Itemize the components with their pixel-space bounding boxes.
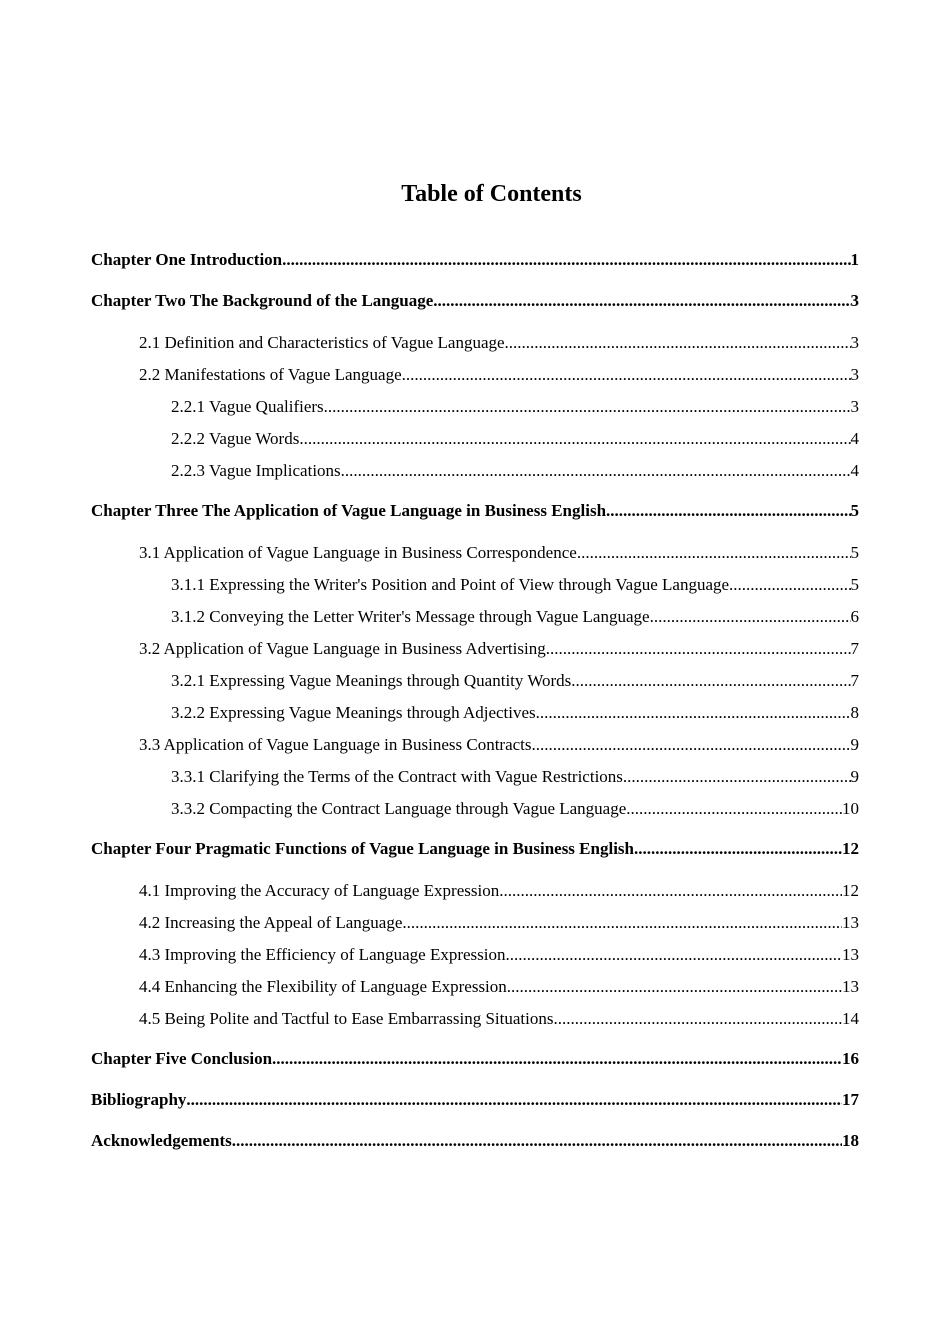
toc-entry-3-3-1[interactable] xyxy=(91,765,859,797)
leader-dots xyxy=(282,248,850,272)
toc-entry-label: 4.5 Being Polite and Tactful to Ease Embarrassing Situations xyxy=(139,1009,554,1028)
leader-dots xyxy=(299,427,850,451)
toc-entry-label: 3.2.2 Expressing Vague Meanings through Adjectives xyxy=(171,703,536,722)
toc-entry-bibliography[interactable] xyxy=(91,1088,859,1129)
toc-entry-chapter-four[interactable] xyxy=(91,837,859,879)
toc-entry-3-2-1[interactable] xyxy=(91,669,859,701)
leader-dots xyxy=(571,669,850,693)
toc-entry-label: 4.4 Enhancing the Flexibility of Language Expression xyxy=(139,977,507,996)
toc-entry-page: 5 xyxy=(850,501,859,520)
leader-dots xyxy=(532,733,851,757)
toc-entry-2-2[interactable] xyxy=(91,363,859,395)
toc-entry-label: 3.3 Application of Vague Language in Business Contracts xyxy=(139,735,532,754)
toc-entry-3-2-2[interactable] xyxy=(91,701,859,733)
toc-entry-page: 12 xyxy=(842,839,859,858)
toc-entry-2-2-3[interactable] xyxy=(91,459,859,499)
toc-entry-4-5[interactable] xyxy=(91,1007,859,1047)
toc-entry-3-1-1[interactable] xyxy=(91,573,859,605)
toc-entry-label: 2.2.1 Vague Qualifiers xyxy=(171,397,324,416)
leader-dots xyxy=(546,637,851,661)
toc-list xyxy=(91,248,859,1170)
toc-entry-label: 4.2 Increasing the Appeal of Language xyxy=(139,913,403,932)
toc-entry-label: 2.1 Definition and Characteristics of Vague Language xyxy=(139,333,505,352)
leader-dots xyxy=(623,765,851,789)
leader-dots xyxy=(506,943,843,967)
toc-entry-chapter-one[interactable] xyxy=(91,248,859,289)
toc-entry-label: Acknowledgements xyxy=(91,1131,232,1150)
toc-entry-label: 2.2.3 Vague Implications xyxy=(171,461,341,480)
toc-entry-chapter-two[interactable] xyxy=(91,289,859,331)
leader-dots xyxy=(553,1007,842,1031)
leader-dots xyxy=(634,837,842,861)
toc-entry-label: 4.3 Improving the Efficiency of Language Expression xyxy=(139,945,506,964)
toc-entry-page: 4 xyxy=(850,429,859,448)
toc-entry-page: 16 xyxy=(842,1049,859,1068)
leader-dots xyxy=(433,289,850,313)
toc-entry-label: Chapter Four Pragmatic Functions of Vague Language in Business English xyxy=(91,839,634,858)
toc-entry-2-1[interactable] xyxy=(91,331,859,363)
toc-entry-page: 14 xyxy=(842,1009,859,1028)
toc-entry-3-3-2[interactable] xyxy=(91,797,859,837)
toc-entry-label: 3.2 Application of Vague Language in Business Advertising xyxy=(139,639,546,658)
leader-dots xyxy=(341,459,851,483)
toc-entry-page: 13 xyxy=(842,913,859,932)
toc-entry-label: 3.3.2 Compacting the Contract Language through Vague Language xyxy=(171,799,627,818)
toc-entry-page: 17 xyxy=(842,1090,859,1109)
toc-entry-3-1-2[interactable] xyxy=(91,605,859,637)
toc-entry-4-1[interactable] xyxy=(91,879,859,911)
leader-dots xyxy=(402,363,851,387)
toc-entry-label: Chapter Five Conclusion xyxy=(91,1049,273,1068)
toc-entry-label: Chapter One Introduction xyxy=(91,250,283,269)
leader-dots xyxy=(232,1129,842,1153)
leader-dots xyxy=(272,1047,842,1071)
leader-dots xyxy=(507,975,842,999)
toc-entry-4-3[interactable] xyxy=(91,943,859,975)
toc-entry-page: 8 xyxy=(850,703,859,722)
toc-entry-page: 4 xyxy=(850,461,859,480)
toc-entry-label: Chapter Three The Application of Vague Language in Business English xyxy=(91,501,607,520)
toc-entry-page: 9 xyxy=(850,767,859,786)
toc-entry-page: 3 xyxy=(850,333,859,352)
toc-entry-label: 3.1.1 Expressing the Writer's Position and Point of View through Vague Language xyxy=(171,575,730,594)
leader-dots xyxy=(324,395,851,419)
toc-entry-page: 18 xyxy=(842,1131,859,1150)
toc-entry-page: 5 xyxy=(850,575,859,594)
toc-title: Table of Contents xyxy=(401,181,582,207)
toc-entry-label: Chapter Two The Background of the Language xyxy=(91,291,434,310)
toc-entry-label: 3.1.2 Conveying the Letter Writer's Message through Vague Language xyxy=(171,607,650,626)
toc-entry-page: 9 xyxy=(850,735,859,754)
toc-entry-page: 3 xyxy=(850,291,859,310)
toc-entry-chapter-five[interactable] xyxy=(91,1047,859,1088)
leader-dots xyxy=(577,541,851,565)
leader-dots xyxy=(606,499,850,523)
toc-entry-label: Bibliography xyxy=(91,1090,187,1109)
toc-entry-2-2-2[interactable] xyxy=(91,427,859,459)
toc-entry-label: 2.2.2 Vague Words xyxy=(171,429,300,448)
toc-entry-4-4[interactable] xyxy=(91,975,859,1007)
toc-entry-page: 3 xyxy=(850,397,859,416)
toc-entry-page: 13 xyxy=(842,945,859,964)
leader-dots xyxy=(186,1088,842,1112)
toc-entry-page: 1 xyxy=(850,250,859,269)
leader-dots xyxy=(626,797,842,821)
toc-entry-label: 3.3.1 Clarifying the Terms of the Contract with Vague Restrictions xyxy=(171,767,623,786)
toc-entry-page: 10 xyxy=(842,799,859,818)
toc-entry-2-2-1[interactable] xyxy=(91,395,859,427)
toc-entry-page: 12 xyxy=(842,881,859,900)
leader-dots xyxy=(650,605,851,629)
toc-entry-3-1[interactable] xyxy=(91,541,859,573)
toc-entry-page: 3 xyxy=(850,365,859,384)
toc-entry-acknowledgements[interactable] xyxy=(91,1129,859,1170)
toc-entry-page: 7 xyxy=(850,639,859,658)
leader-dots xyxy=(536,701,851,725)
toc-entry-page: 7 xyxy=(850,671,859,690)
leader-dots xyxy=(729,573,850,597)
toc-entry-label: 3.2.1 Expressing Vague Meanings through Quantity Words xyxy=(171,671,572,690)
leader-dots xyxy=(402,911,842,935)
leader-dots xyxy=(499,879,842,903)
toc-entry-3-2[interactable] xyxy=(91,637,859,669)
toc-entry-page: 5 xyxy=(850,543,859,562)
toc-entry-page: 13 xyxy=(842,977,859,996)
toc-entry-chapter-three[interactable] xyxy=(91,499,859,541)
toc-entry-label: 3.1 Application of Vague Language in Business Correspondence xyxy=(139,543,577,562)
toc-entry-3-3[interactable] xyxy=(91,733,859,765)
toc-entry-4-2[interactable] xyxy=(91,911,859,943)
leader-dots xyxy=(505,331,851,355)
toc-entry-label: 2.2 Manifestations of Vague Language xyxy=(139,365,402,384)
toc-entry-page: 6 xyxy=(850,607,859,626)
toc-entry-label: 4.1 Improving the Accuracy of Language Expression xyxy=(139,881,500,900)
